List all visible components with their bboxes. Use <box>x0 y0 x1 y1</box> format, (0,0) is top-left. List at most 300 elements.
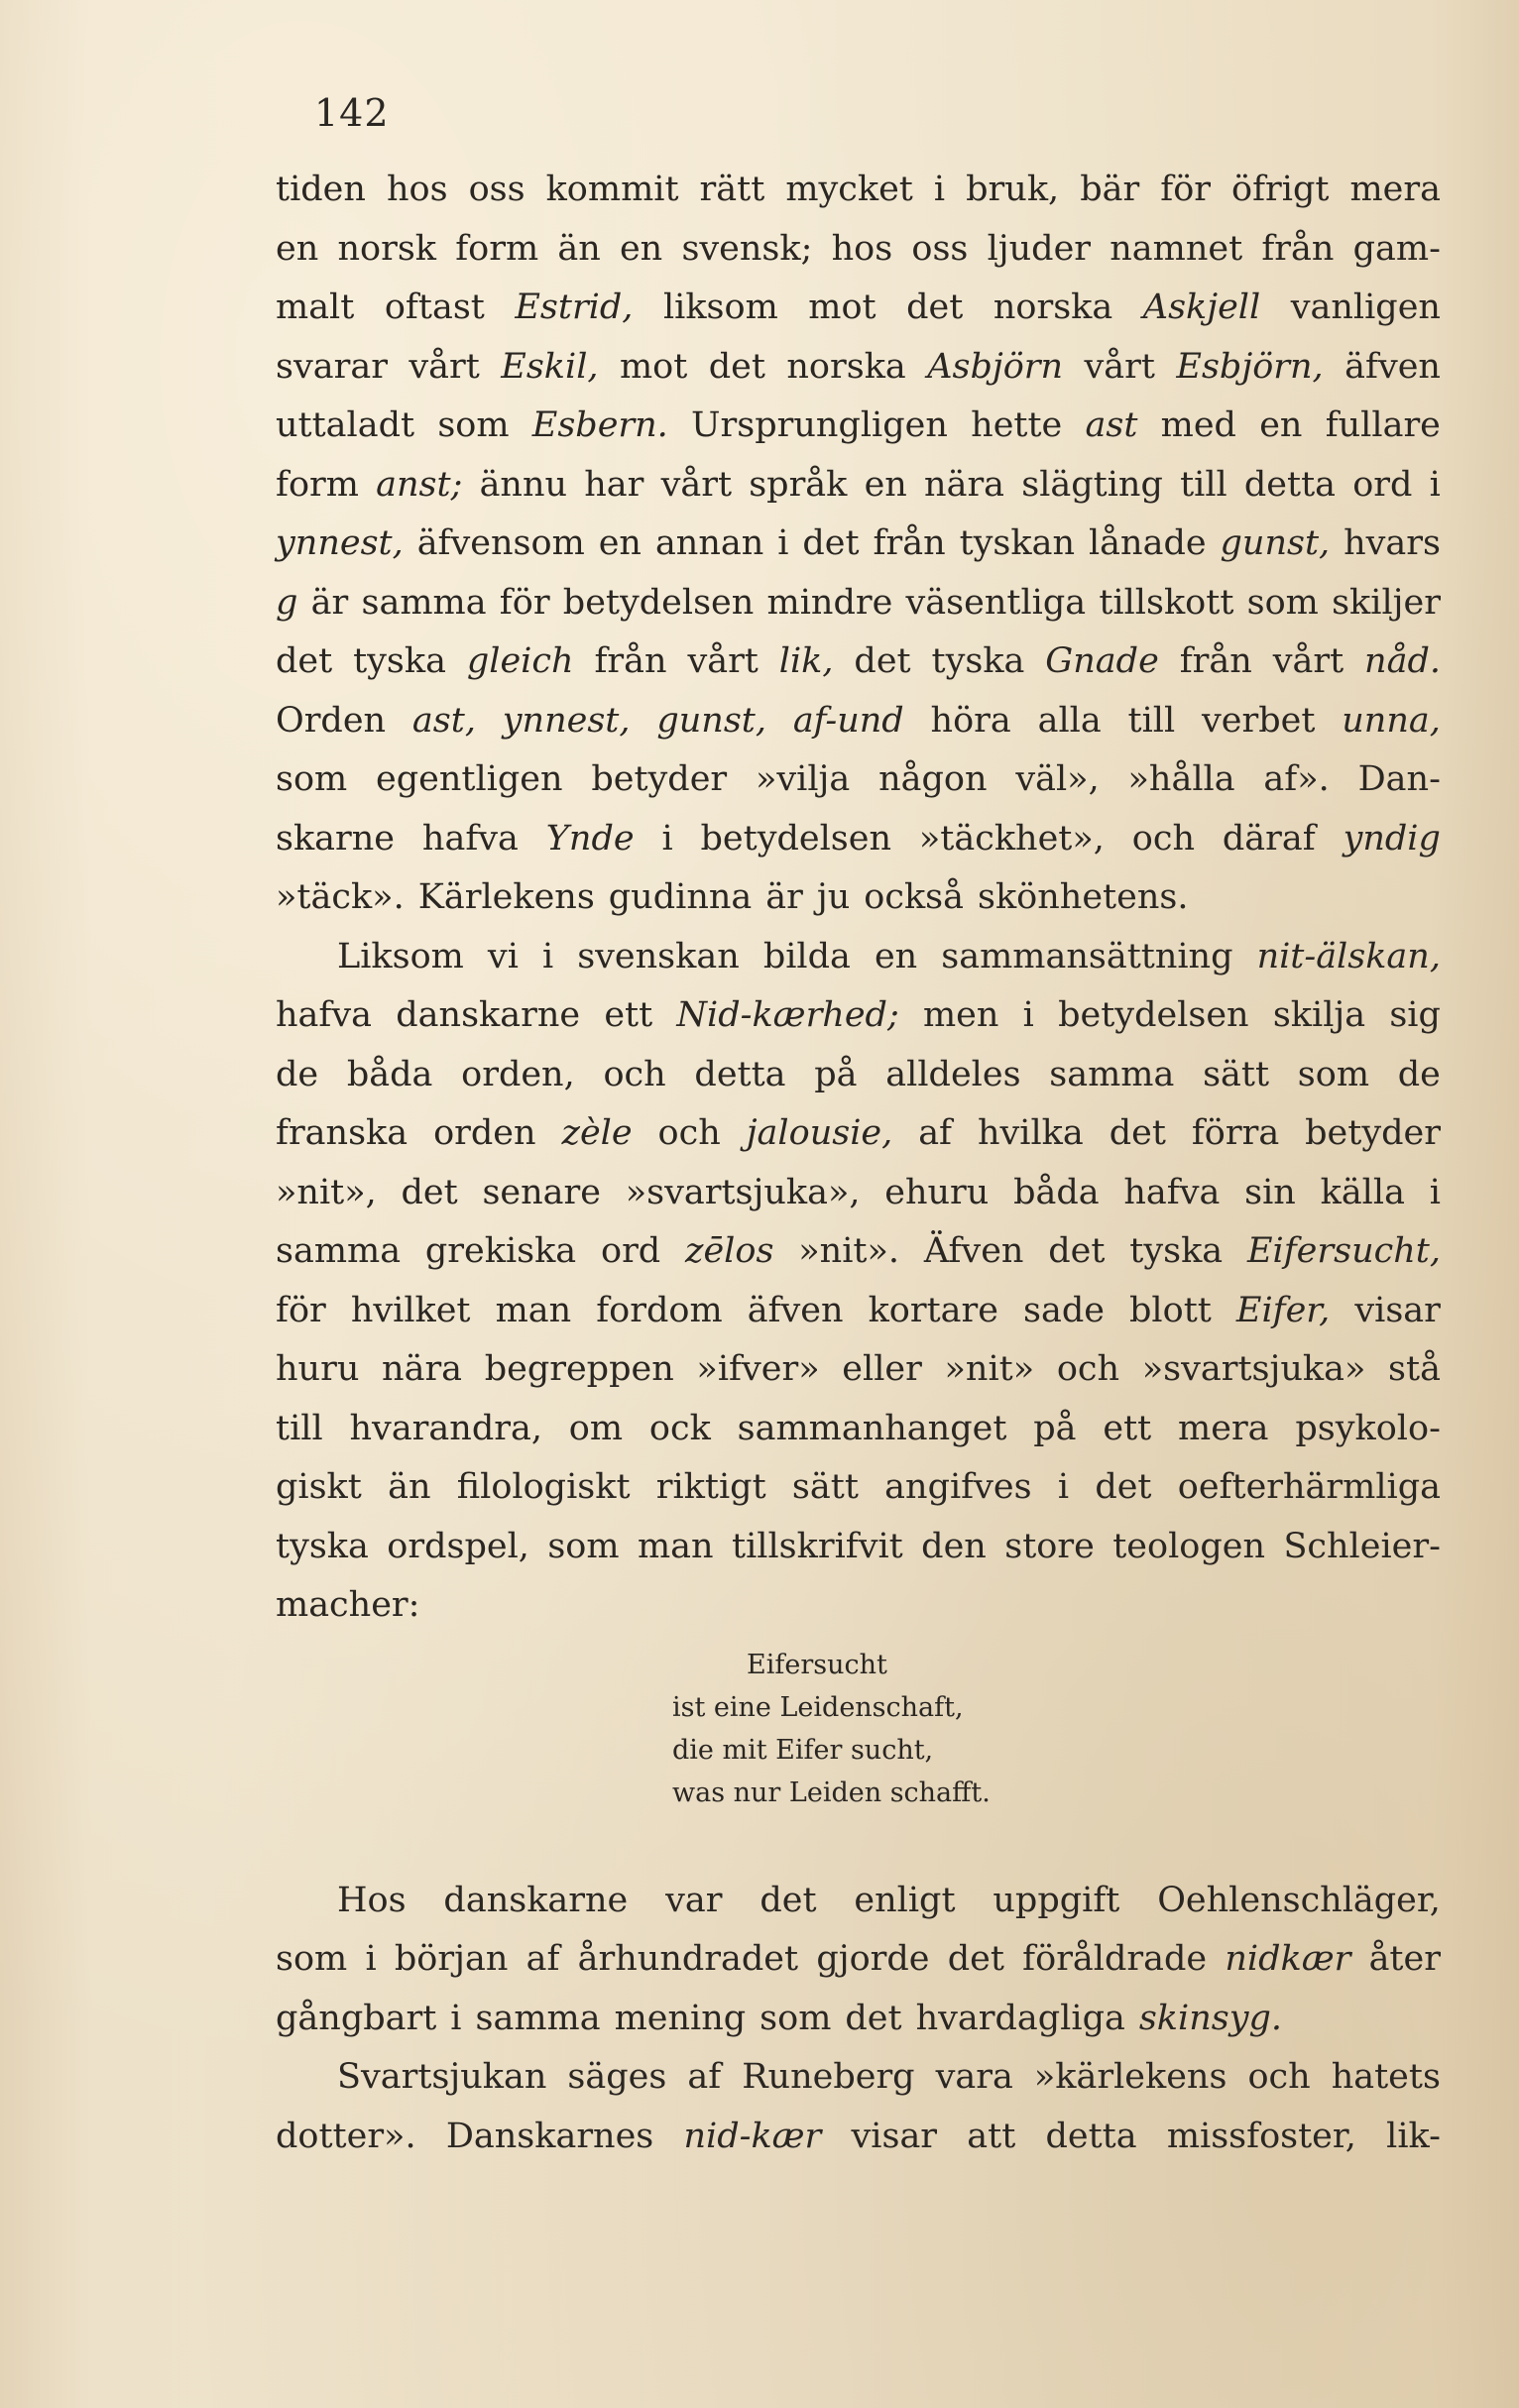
word: den <box>921 1526 987 1566</box>
word: hvardagliga <box>915 1998 1125 2038</box>
text-line <box>276 632 1441 692</box>
word: af <box>918 1113 953 1153</box>
word: och <box>603 1054 666 1094</box>
word: liksom <box>662 287 778 327</box>
word: som <box>276 759 348 799</box>
word: »nit». <box>798 1231 899 1271</box>
word: i <box>1429 464 1441 505</box>
word: nit-älskan, <box>1256 936 1441 976</box>
word: det <box>708 346 765 387</box>
word: Liksom <box>337 936 464 976</box>
word: annan <box>654 523 764 563</box>
text-line <box>276 1282 1441 1341</box>
verse-line: ist eine Leidenschaft, <box>672 1691 964 1723</box>
text-line <box>276 1104 1441 1164</box>
word: sig <box>1389 995 1441 1035</box>
word: Svartsjukan <box>337 2057 547 2097</box>
verse-line: die mit Eifer sucht, <box>672 1734 934 1766</box>
word: eller <box>842 1349 922 1389</box>
text-line <box>276 161 1441 220</box>
word: för <box>1160 170 1211 209</box>
word: ordspel, <box>387 1526 529 1566</box>
word: ehuru <box>884 1172 990 1212</box>
word: språk <box>749 464 848 505</box>
word: jalousie, <box>746 1113 893 1153</box>
text-line <box>276 1458 1441 1518</box>
word: förra <box>1191 1113 1280 1153</box>
word: giskt <box>276 1467 362 1507</box>
word: ynnest, <box>502 700 631 741</box>
word: bär <box>1080 170 1140 209</box>
text-line <box>276 220 1441 280</box>
word: har <box>584 464 644 505</box>
word: hvarandra, <box>349 1408 542 1448</box>
text-line <box>276 1518 1441 1577</box>
word: fordom <box>596 1290 723 1330</box>
word: gjorde <box>816 1939 930 1979</box>
word: nåd. <box>1364 641 1441 681</box>
word: i <box>777 523 789 563</box>
word: hos <box>386 170 448 209</box>
text-line <box>276 986 1441 1046</box>
word: »hålla <box>1127 759 1235 799</box>
word: Kärlekens <box>417 877 595 917</box>
word: grekiska <box>424 1231 577 1271</box>
word: hette <box>971 405 1063 445</box>
text-line <box>276 1164 1441 1223</box>
word: nid-kær <box>683 2116 822 2156</box>
word: tyskan <box>959 523 1076 563</box>
word: i <box>1057 1467 1070 1507</box>
word: nära <box>382 1349 463 1389</box>
word: och <box>1131 818 1195 859</box>
word: också <box>864 877 965 917</box>
word: för <box>276 1290 326 1330</box>
word: orden <box>433 1113 536 1153</box>
word: Asbjörn <box>927 346 1064 387</box>
word: danskarne <box>396 995 581 1035</box>
word: uttaladt <box>276 405 415 445</box>
word: båda <box>1013 1172 1100 1212</box>
word: alla <box>1037 700 1102 741</box>
word: mindre <box>766 582 893 623</box>
word: betyder <box>1305 1113 1441 1153</box>
text-line <box>276 750 1441 810</box>
word: ock <box>648 1408 711 1448</box>
word: en <box>276 228 319 269</box>
word: »vilja <box>755 759 851 799</box>
word: riktigt <box>655 1467 766 1507</box>
word: betyder <box>591 759 728 799</box>
word: är <box>765 877 803 917</box>
word: det <box>1095 1467 1152 1507</box>
word: det <box>760 1880 817 1920</box>
word: säges <box>567 2057 667 2097</box>
word: som <box>1246 582 1319 623</box>
word: tiden <box>276 170 366 209</box>
text-line <box>276 1990 1441 2049</box>
word: vårt <box>1084 346 1155 387</box>
word: hvilket <box>350 1290 471 1330</box>
word: det <box>1048 1231 1106 1271</box>
word: tyska <box>1129 1231 1224 1271</box>
word: en <box>619 228 663 269</box>
word: psykolo- <box>1295 1408 1441 1448</box>
word: ord <box>601 1231 661 1271</box>
word: oss <box>911 228 969 269</box>
word: bruk, <box>966 170 1060 209</box>
word: »kärlekens <box>1033 2057 1227 2097</box>
word: verbet <box>1202 700 1316 741</box>
word: Danskarnes <box>445 2116 654 2156</box>
word: i <box>661 818 673 859</box>
word: form <box>455 228 539 269</box>
word: båda <box>346 1054 433 1094</box>
word: »ifver» <box>696 1349 820 1389</box>
word: Hos <box>337 1880 407 1920</box>
verse-quote <box>276 1636 1441 1872</box>
word: Askjell <box>1142 287 1261 327</box>
word: som <box>437 405 510 445</box>
word: missfoster, <box>1166 2116 1356 2156</box>
word: de <box>276 1054 319 1094</box>
word: lik- <box>1386 2116 1441 2156</box>
word: väsentliga <box>905 582 1087 623</box>
word: Dan- <box>1357 759 1441 799</box>
word: norska <box>993 287 1113 327</box>
word: från <box>1261 228 1335 269</box>
word: sammanhanget <box>737 1408 1007 1448</box>
word: som <box>276 1939 348 1979</box>
word: mot <box>808 287 876 327</box>
word: vi <box>487 936 519 976</box>
text-line <box>276 1340 1441 1400</box>
word: i <box>541 936 554 976</box>
text-line <box>276 2108 1441 2167</box>
word: angifves <box>884 1467 1032 1507</box>
word: det <box>276 641 333 681</box>
word: tyska <box>276 1526 369 1566</box>
word: dotter». <box>276 2116 416 2156</box>
word: hatets <box>1331 2057 1441 2097</box>
text-line <box>276 928 1441 987</box>
word: man <box>495 1290 572 1330</box>
word: kommit <box>545 170 679 209</box>
word: anst; <box>376 464 463 505</box>
word: Eifersucht, <box>1246 1231 1441 1271</box>
word: teologen <box>1112 1526 1266 1566</box>
word: gudinna <box>608 877 753 917</box>
word: alldeles <box>885 1054 1021 1094</box>
word: samma <box>276 1231 402 1271</box>
word: slägting <box>1021 464 1163 505</box>
word: Estrid, <box>515 287 634 327</box>
word: vara <box>935 2057 1013 2097</box>
word: hafva <box>1123 1172 1221 1212</box>
word: blott <box>1129 1290 1212 1330</box>
word: fullare <box>1325 405 1441 445</box>
text-line <box>276 1400 1441 1459</box>
word: det <box>845 1998 902 2038</box>
word: Orden <box>276 700 387 741</box>
word: enligt <box>854 1880 956 1920</box>
word: stå <box>1388 1349 1441 1389</box>
word: danskarne <box>443 1880 629 1920</box>
word: unna, <box>1342 700 1441 741</box>
word: »nit» <box>944 1349 1035 1389</box>
word: vårt <box>660 464 733 505</box>
word: senare <box>482 1172 601 1212</box>
word: Esbjörn, <box>1176 346 1324 387</box>
word: af <box>526 1939 560 1979</box>
word: mot <box>619 346 688 387</box>
text-line <box>276 397 1441 456</box>
word: zēlos <box>685 1231 774 1271</box>
word: ett <box>604 995 653 1035</box>
word: Eskil, <box>501 346 599 387</box>
word: orden, <box>461 1054 575 1094</box>
word: gunst, <box>1220 523 1331 563</box>
word: lik, <box>778 641 834 681</box>
word: äfven <box>747 1290 844 1330</box>
word: g <box>276 582 298 623</box>
verse-line: was nur Leiden schafft. <box>672 1777 991 1808</box>
word: begreppen <box>484 1349 674 1389</box>
word: samma <box>361 582 487 623</box>
word: ast <box>1085 405 1138 445</box>
word: yndig <box>1343 818 1441 859</box>
word: oss <box>468 170 526 209</box>
word: det <box>401 1172 458 1212</box>
word: källa <box>1320 1172 1405 1212</box>
word: som <box>1297 1054 1370 1094</box>
word: ast, <box>411 700 476 741</box>
word: århundradet <box>577 1939 799 1979</box>
word: och <box>1247 2057 1311 2097</box>
word: till <box>1127 700 1176 741</box>
word: i <box>365 1939 377 1979</box>
word: i <box>1429 1172 1441 1212</box>
word: Eifer, <box>1235 1290 1331 1330</box>
word: de <box>1397 1054 1441 1094</box>
word: Äfven <box>923 1231 1024 1271</box>
word: ett <box>1103 1408 1152 1448</box>
word: början <box>394 1939 509 1979</box>
word: tyska <box>353 641 446 681</box>
text-line <box>276 456 1441 516</box>
word: någon <box>878 759 988 799</box>
word: »svartsjuka» <box>1141 1349 1366 1389</box>
word: till <box>1180 464 1227 505</box>
word: betydelsen <box>1058 995 1249 1035</box>
word: Ursprungligen <box>691 405 948 445</box>
word: sätt <box>791 1467 859 1507</box>
word: gångbart <box>276 1998 437 2038</box>
word: hvilka <box>977 1113 1084 1153</box>
word: det <box>854 641 911 681</box>
word: på <box>814 1054 858 1094</box>
page-number: 142 <box>314 91 390 135</box>
word: däraf <box>1222 818 1316 859</box>
word: väl», <box>1015 759 1100 799</box>
text-line <box>276 515 1441 574</box>
word: svenskan <box>577 936 740 976</box>
word: föråldrade <box>1022 1939 1208 1979</box>
word: af». <box>1263 759 1330 799</box>
word: höra <box>930 700 1011 741</box>
word: norska <box>786 346 906 387</box>
word: tillskrifvit <box>732 1526 903 1566</box>
text-line <box>276 1930 1441 1990</box>
word: betydelsen <box>700 818 891 859</box>
word: skilja <box>1272 995 1366 1035</box>
word: än <box>557 228 601 269</box>
word: men <box>922 995 999 1035</box>
word: form <box>276 464 359 505</box>
word: zèle <box>561 1113 633 1153</box>
text-line <box>276 810 1441 869</box>
word: ynnest, <box>276 523 404 563</box>
word: sade <box>1023 1290 1105 1330</box>
word: att <box>967 2116 1016 2156</box>
text-line <box>276 2048 1441 2108</box>
word: malt <box>276 287 355 327</box>
word: sammansättning <box>941 936 1233 976</box>
word: det <box>802 523 860 563</box>
word: Esbern. <box>531 405 668 445</box>
word: mycket <box>785 170 913 209</box>
word: mening <box>614 1998 747 2038</box>
word: skarne <box>276 818 396 859</box>
word: var <box>665 1880 723 1920</box>
word: som <box>760 1998 832 2038</box>
word: Ynde <box>545 818 635 859</box>
word: bilda <box>762 936 851 976</box>
word: mera <box>1349 170 1441 209</box>
word: på <box>1033 1408 1077 1448</box>
word: man <box>637 1526 714 1566</box>
word: vårt <box>1272 641 1344 681</box>
word: Schleier- <box>1283 1526 1441 1566</box>
word: sin <box>1244 1172 1296 1212</box>
word: »täck». <box>276 877 405 917</box>
word: detta <box>1045 2116 1137 2156</box>
word: store <box>1004 1526 1095 1566</box>
word: skönhetens. <box>978 877 1189 917</box>
word: om <box>568 1408 624 1448</box>
word: åter <box>1368 1939 1441 1979</box>
word: en <box>874 936 918 976</box>
word: en <box>598 523 642 563</box>
word: ju <box>816 877 851 917</box>
word: filologiskt <box>456 1467 631 1507</box>
word: från <box>1179 641 1252 681</box>
word: samma <box>1049 1054 1175 1094</box>
body-text <box>276 161 1441 2166</box>
word: Oehlenschläger, <box>1157 1880 1441 1920</box>
word: en <box>1259 405 1303 445</box>
word: skinsyg. <box>1138 1998 1283 2038</box>
word: äfven <box>1344 346 1441 387</box>
word: en <box>864 464 907 505</box>
word: gam- <box>1352 228 1441 269</box>
word: norsk <box>337 228 436 269</box>
word: ord <box>1352 464 1413 505</box>
word: nära <box>924 464 1005 505</box>
text-line <box>276 574 1441 633</box>
word: än <box>388 1467 431 1507</box>
word: af-und <box>792 700 904 741</box>
word: »nit», <box>276 1172 377 1212</box>
word: nidkær <box>1225 1939 1351 1979</box>
word: Nid-kærhed; <box>676 995 899 1035</box>
word: franska <box>276 1113 409 1153</box>
word: skiljer <box>1332 582 1441 623</box>
word: hos <box>831 228 893 269</box>
word: och <box>1056 1349 1120 1389</box>
word: öfrigt <box>1231 170 1330 209</box>
word: Runeberg <box>742 2057 915 2097</box>
word: från <box>594 641 667 681</box>
word: af <box>687 2057 722 2097</box>
word: visar <box>851 2116 938 2156</box>
word: svensk; <box>681 228 813 269</box>
word: från <box>873 523 946 563</box>
text-line <box>276 1046 1441 1105</box>
word: namnet <box>1110 228 1243 269</box>
word: rätt <box>699 170 765 209</box>
word: »täckhet», <box>918 818 1105 859</box>
word: som <box>547 1526 620 1566</box>
text-line <box>276 692 1441 751</box>
word: hvars <box>1344 523 1441 563</box>
word: tyska <box>931 641 1025 681</box>
word: och <box>657 1113 721 1153</box>
word: hafva <box>421 818 519 859</box>
text-line <box>276 279 1441 338</box>
word: »svartsjuka», <box>625 1172 861 1212</box>
text-line <box>276 1222 1441 1282</box>
word: ännu <box>479 464 568 505</box>
word: detta <box>1243 464 1337 505</box>
word: ljuder <box>987 228 1092 269</box>
word: samma <box>475 1998 601 2038</box>
word: betydelsen <box>562 582 755 623</box>
word: det <box>906 287 964 327</box>
word: är <box>310 582 349 623</box>
word: egentligen <box>376 759 563 799</box>
word: i <box>1022 995 1034 1035</box>
word: vanligen <box>1290 287 1441 327</box>
word: oefterhärmliga <box>1177 1467 1441 1507</box>
word: oftast <box>384 287 485 327</box>
word: i <box>450 1998 462 2038</box>
word: kortare <box>868 1290 998 1330</box>
word: för <box>499 582 550 623</box>
word: det <box>1109 1113 1166 1153</box>
word: hafva <box>276 995 373 1035</box>
word: mera <box>1178 1408 1269 1448</box>
word: tillskott <box>1099 582 1234 623</box>
word: sätt <box>1203 1054 1270 1094</box>
word: uppgift <box>993 1880 1120 1920</box>
verse-line: Eifersucht <box>747 1649 887 1680</box>
word: med <box>1160 405 1236 445</box>
word: i <box>933 170 946 209</box>
word: detta <box>694 1054 786 1094</box>
word: svarar <box>276 346 388 387</box>
word: vårt <box>409 346 480 387</box>
